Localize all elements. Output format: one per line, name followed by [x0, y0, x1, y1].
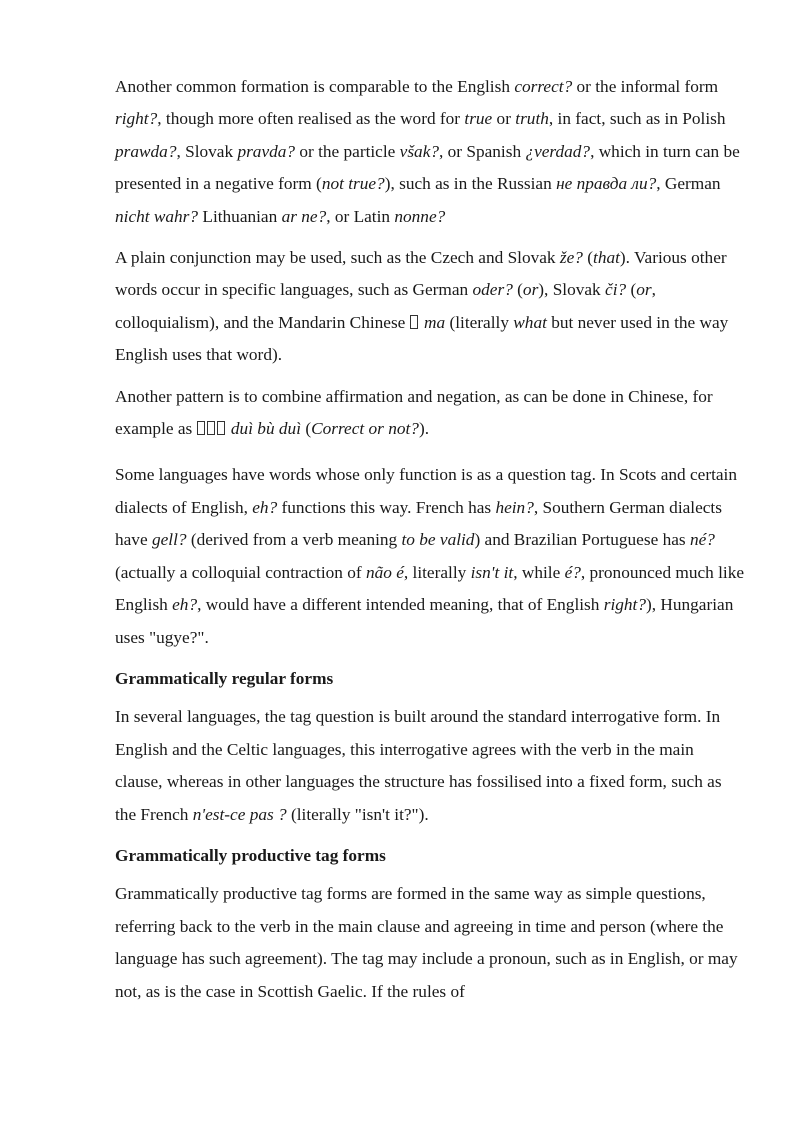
missing-glyph-icon	[197, 421, 205, 435]
text-span: (	[301, 419, 312, 439]
text-span: , while	[513, 562, 565, 582]
text-span: , would have a different intended meaning, that of English	[197, 595, 604, 615]
italic-term: pravda?	[237, 141, 296, 161]
italic-term: oder?	[472, 280, 513, 300]
italic-term: to be valid	[401, 530, 475, 550]
paragraph-productive-forms: Grammatically productive tag forms are formed in the same way as simple questions, referring back to the verb in the main clause and agreeing in time and person (where the language has such agreement). The tag may include a pronoun, such as in English, or may not, as is the case in Scottish Gaelic. If the rules of	[115, 884, 738, 1001]
italic-term: what	[513, 312, 547, 332]
missing-glyph-icon	[207, 421, 215, 435]
text-span: , Southern German dialects have	[115, 497, 722, 550]
text-span: Lithuanian	[198, 206, 282, 226]
text-span: (	[582, 248, 594, 268]
italic-term: truth	[515, 109, 549, 129]
italic-term: či?	[605, 280, 627, 300]
text-span: or the informal form	[572, 77, 719, 96]
paragraph-correct-right	[115, 71, 745, 233]
paragraph-regular-forms	[115, 701, 745, 831]
italic-term: ¿verdad?	[525, 141, 591, 161]
italic-term: isn't it	[470, 562, 514, 582]
text-span: , in fact, such as in Polish	[548, 109, 726, 129]
text-span: (	[626, 280, 637, 300]
missing-glyph-icon	[410, 315, 418, 329]
italic-term: nicht wahr?	[115, 206, 199, 226]
section-heading-regular-forms: Grammatically regular forms	[115, 668, 334, 688]
italic-term: ma	[424, 312, 446, 332]
text-span: , which in turn can be presented in a negative form (	[115, 141, 740, 194]
text-span: (actually a colloquial contraction of	[115, 562, 366, 582]
italic-term: že?	[559, 248, 583, 268]
italic-term: é?	[564, 562, 581, 582]
italic-term: nonne?	[394, 206, 446, 226]
text-span: , literally	[403, 562, 471, 582]
italic-term: not true?	[321, 174, 385, 194]
italic-term: não é	[365, 562, 404, 582]
italic-term: eh?	[252, 497, 278, 517]
missing-glyph-icon	[217, 421, 225, 435]
italic-term: не правда ли?	[556, 174, 657, 194]
italic-term: true	[464, 109, 493, 129]
text-span: , German	[656, 174, 721, 194]
italic-term: right?	[603, 595, 646, 615]
text-span: , or Spanish	[439, 141, 526, 161]
text-span: Another common formation is comparable to the English	[115, 77, 515, 96]
text-span: In several languages, the tag question is built around the standard interrogative form. In English and the Celtic languages, this interrogative agrees with the verb in the main clause, whereas in other languages the structure has fossilised into a fixed form, such as the French	[115, 707, 722, 824]
text-span: or	[492, 109, 516, 129]
text-span: Another pattern is to combine affirmation and negation, as can be done in Chinese, for example as	[115, 386, 713, 439]
text-span: or the particle	[295, 141, 400, 161]
text-span: (	[512, 280, 523, 300]
italic-term: that	[593, 248, 620, 268]
text-span: , Slovak	[176, 141, 238, 161]
text-span: (derived from a verb meaning	[186, 530, 402, 550]
text-span: Some languages have words whose only function is as a question tag. In Scots and certain dialects of English,	[115, 465, 737, 517]
italic-term: hein?	[495, 497, 534, 517]
paragraph-affirmation-negation	[115, 381, 745, 446]
italic-term: eh?	[172, 595, 198, 615]
italic-term: Correct or not?	[311, 419, 419, 439]
text-span: A plain conjunction may be used, such as the Czech and Slovak	[115, 248, 560, 268]
italic-term: ar ne?	[281, 206, 327, 226]
text-span: (literally "isn't it?").	[286, 804, 429, 824]
italic-term: or	[522, 280, 539, 300]
text-span: ), such as in the Russian	[384, 174, 557, 194]
paragraph-plain-conjunction	[115, 242, 745, 372]
italic-term: né?	[689, 530, 715, 550]
text-span: , though more often realised as the word for	[157, 109, 465, 129]
text-span: ), Slovak	[538, 280, 606, 300]
text-span: , colloquialism), and the Mandarin Chinese	[115, 280, 656, 332]
text-span: but never used in the way English uses that word).	[115, 312, 729, 365]
section-heading-productive-forms: Grammatically productive tag forms	[115, 845, 386, 865]
italic-term: duì bù duì	[230, 419, 301, 439]
text-span: ), Hungarian uses "ugye?".	[115, 595, 734, 647]
text-span: functions this way. French has	[277, 497, 496, 517]
italic-term: right?	[115, 109, 158, 129]
paragraph-question-tag-words	[115, 459, 745, 653]
text-span: (literally	[445, 312, 514, 332]
italic-term: však?	[399, 141, 440, 161]
italic-term: n'est-ce pas ?	[192, 804, 287, 824]
document-page	[115, 71, 745, 1017]
italic-term: gell?	[151, 530, 187, 550]
text-span: ). Various other words occur in specific languages, such as German	[115, 248, 727, 300]
italic-term: prawda?	[115, 141, 177, 161]
text-span: , pronounced much like English	[115, 562, 745, 615]
italic-term: correct?	[514, 77, 573, 96]
text-span: ).	[418, 419, 430, 439]
text-span: , or Latin	[326, 206, 395, 226]
italic-term: or	[636, 280, 652, 300]
text-span: ) and Brazilian Portuguese has	[474, 530, 690, 550]
